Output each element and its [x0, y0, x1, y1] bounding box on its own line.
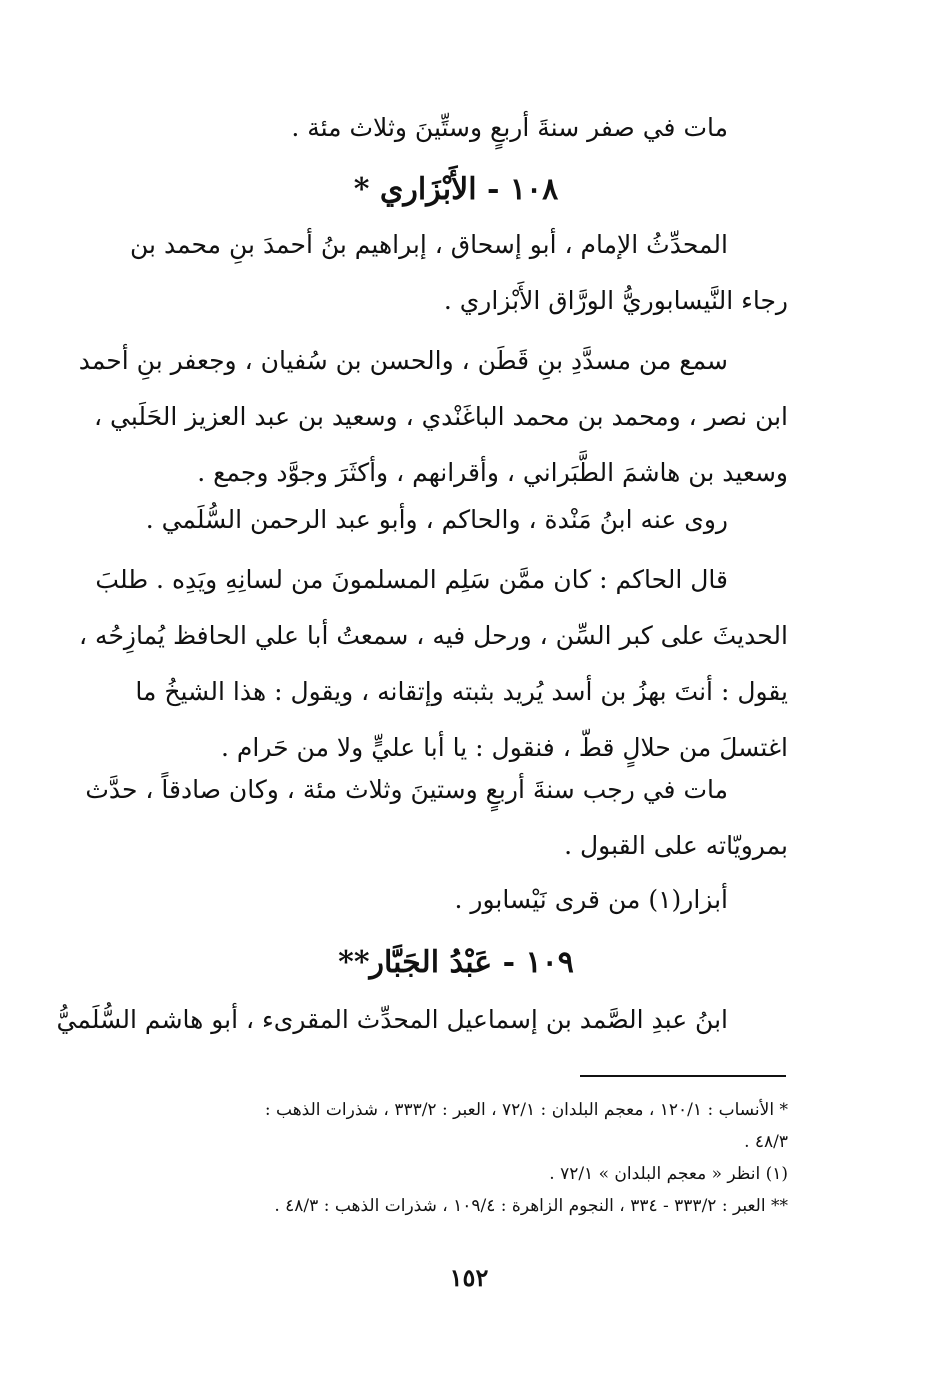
text-line: اغتسلَ من حلالٍ قطّ ، فنقول : يا أبا عليٍّ ولا من حَرام . — [221, 733, 788, 762]
footnotes — [124, 1094, 788, 1222]
text-line: الحديثَ على كبر السِّن ، ورحل فيه ، سمعتُ أبا علي الحافظ يُمازِحُه ، — [79, 621, 788, 650]
text-line: وسعيد بن هاشمَ الطَّبَراني ، وأقرانهم ، وأكثَرَ وجوَّد وجمع . — [197, 458, 788, 487]
page-number: ١٥٢ — [449, 1263, 489, 1292]
text-line: يقول : أنتَ بهزُ بن أسد يُريد بثبته وإتقانه ، ويقول : هذا الشيخُ ما — [135, 677, 788, 706]
text-line: ابنُ عبدِ الصَّمد بن إسماعيل المحدِّث المقرىء ، أبو هاشم السُّلَميُّ — [56, 1005, 728, 1034]
text-line: روى عنه ابنُ مَنْدة ، والحاكم ، وأبو عبد الرحمن السُّلَمي . — [145, 505, 728, 534]
text-line: قال الحاكم : كان ممَّن سَلِم المسلمونَ من لسانِهِ ويَدِه . طلبَ — [95, 565, 728, 594]
footnote-separator — [580, 1075, 786, 1077]
entry-108-heading: ١٠٨ - الأَبْزَاري * — [353, 172, 559, 207]
entry-108-paragraph-4 — [79, 552, 788, 776]
footnote-3: ** العبر : ٣٣٣/٢ - ٣٣٤ ، النجوم الزاهرة : ١٠٩/٤ ، شذرات الذهب : ٤٨/٣ . — [274, 1196, 788, 1216]
footnote-1-line-1: * الأنساب : ١٢٠/١ ، معجم البلدان : ٧٢/١ ، العبر : ٣٣٣/٢ ، شذرات الذهب : — [264, 1100, 788, 1120]
text-line: ابن نصر ، ومحمد بن محمد الباغَنْدي ، وسعيد بن عبد العزيز الحَلَبي ، — [93, 402, 788, 431]
text-line: أبزار(١) من قرى نَيْسابور . — [454, 885, 728, 914]
text-line: رجاء النَّيسابوريُّ الورَّاق الأَبْزاري . — [443, 286, 788, 315]
text-line: مات في رجب سنةَ أربعٍ وستينَ وثلاث مئة ، وكان صادقاً ، حدَّث — [85, 775, 728, 804]
entry-108-paragraph-5 — [85, 762, 788, 874]
text-line: سمع من مسدَّدِ بنِ قَطَن ، والحسن بن سُفيان ، وجعفر بنِ أحمد — [78, 346, 728, 375]
text-line: المحدِّثُ الإمام ، أبو إسحاق ، إبراهيم بنُ أحمدَ بنِ محمد بن — [130, 230, 728, 259]
entry-109-heading: ١٠٩ - عَبْدُ الجَبَّار** — [338, 945, 574, 980]
entry-108-paragraph-6 — [124, 872, 788, 928]
entry-109-paragraph-1 — [56, 992, 788, 1048]
footnote-1-line-2: ٤٨/٣ . — [744, 1132, 788, 1152]
previous-entry-tail — [124, 100, 788, 156]
text-line: مات في صفر سنةَ أربعٍ وستِّينَ وثلاث مئة . — [291, 113, 728, 142]
entry-108-paragraph-3 — [124, 492, 788, 548]
text-line: بمرويّاته على القبول . — [564, 831, 788, 860]
entry-108-paragraph-1 — [124, 217, 788, 329]
footnote-2: (١) انظر « معجم البلدان » ٧٢/١ . — [549, 1164, 788, 1184]
entry-108-paragraph-2 — [78, 333, 788, 501]
